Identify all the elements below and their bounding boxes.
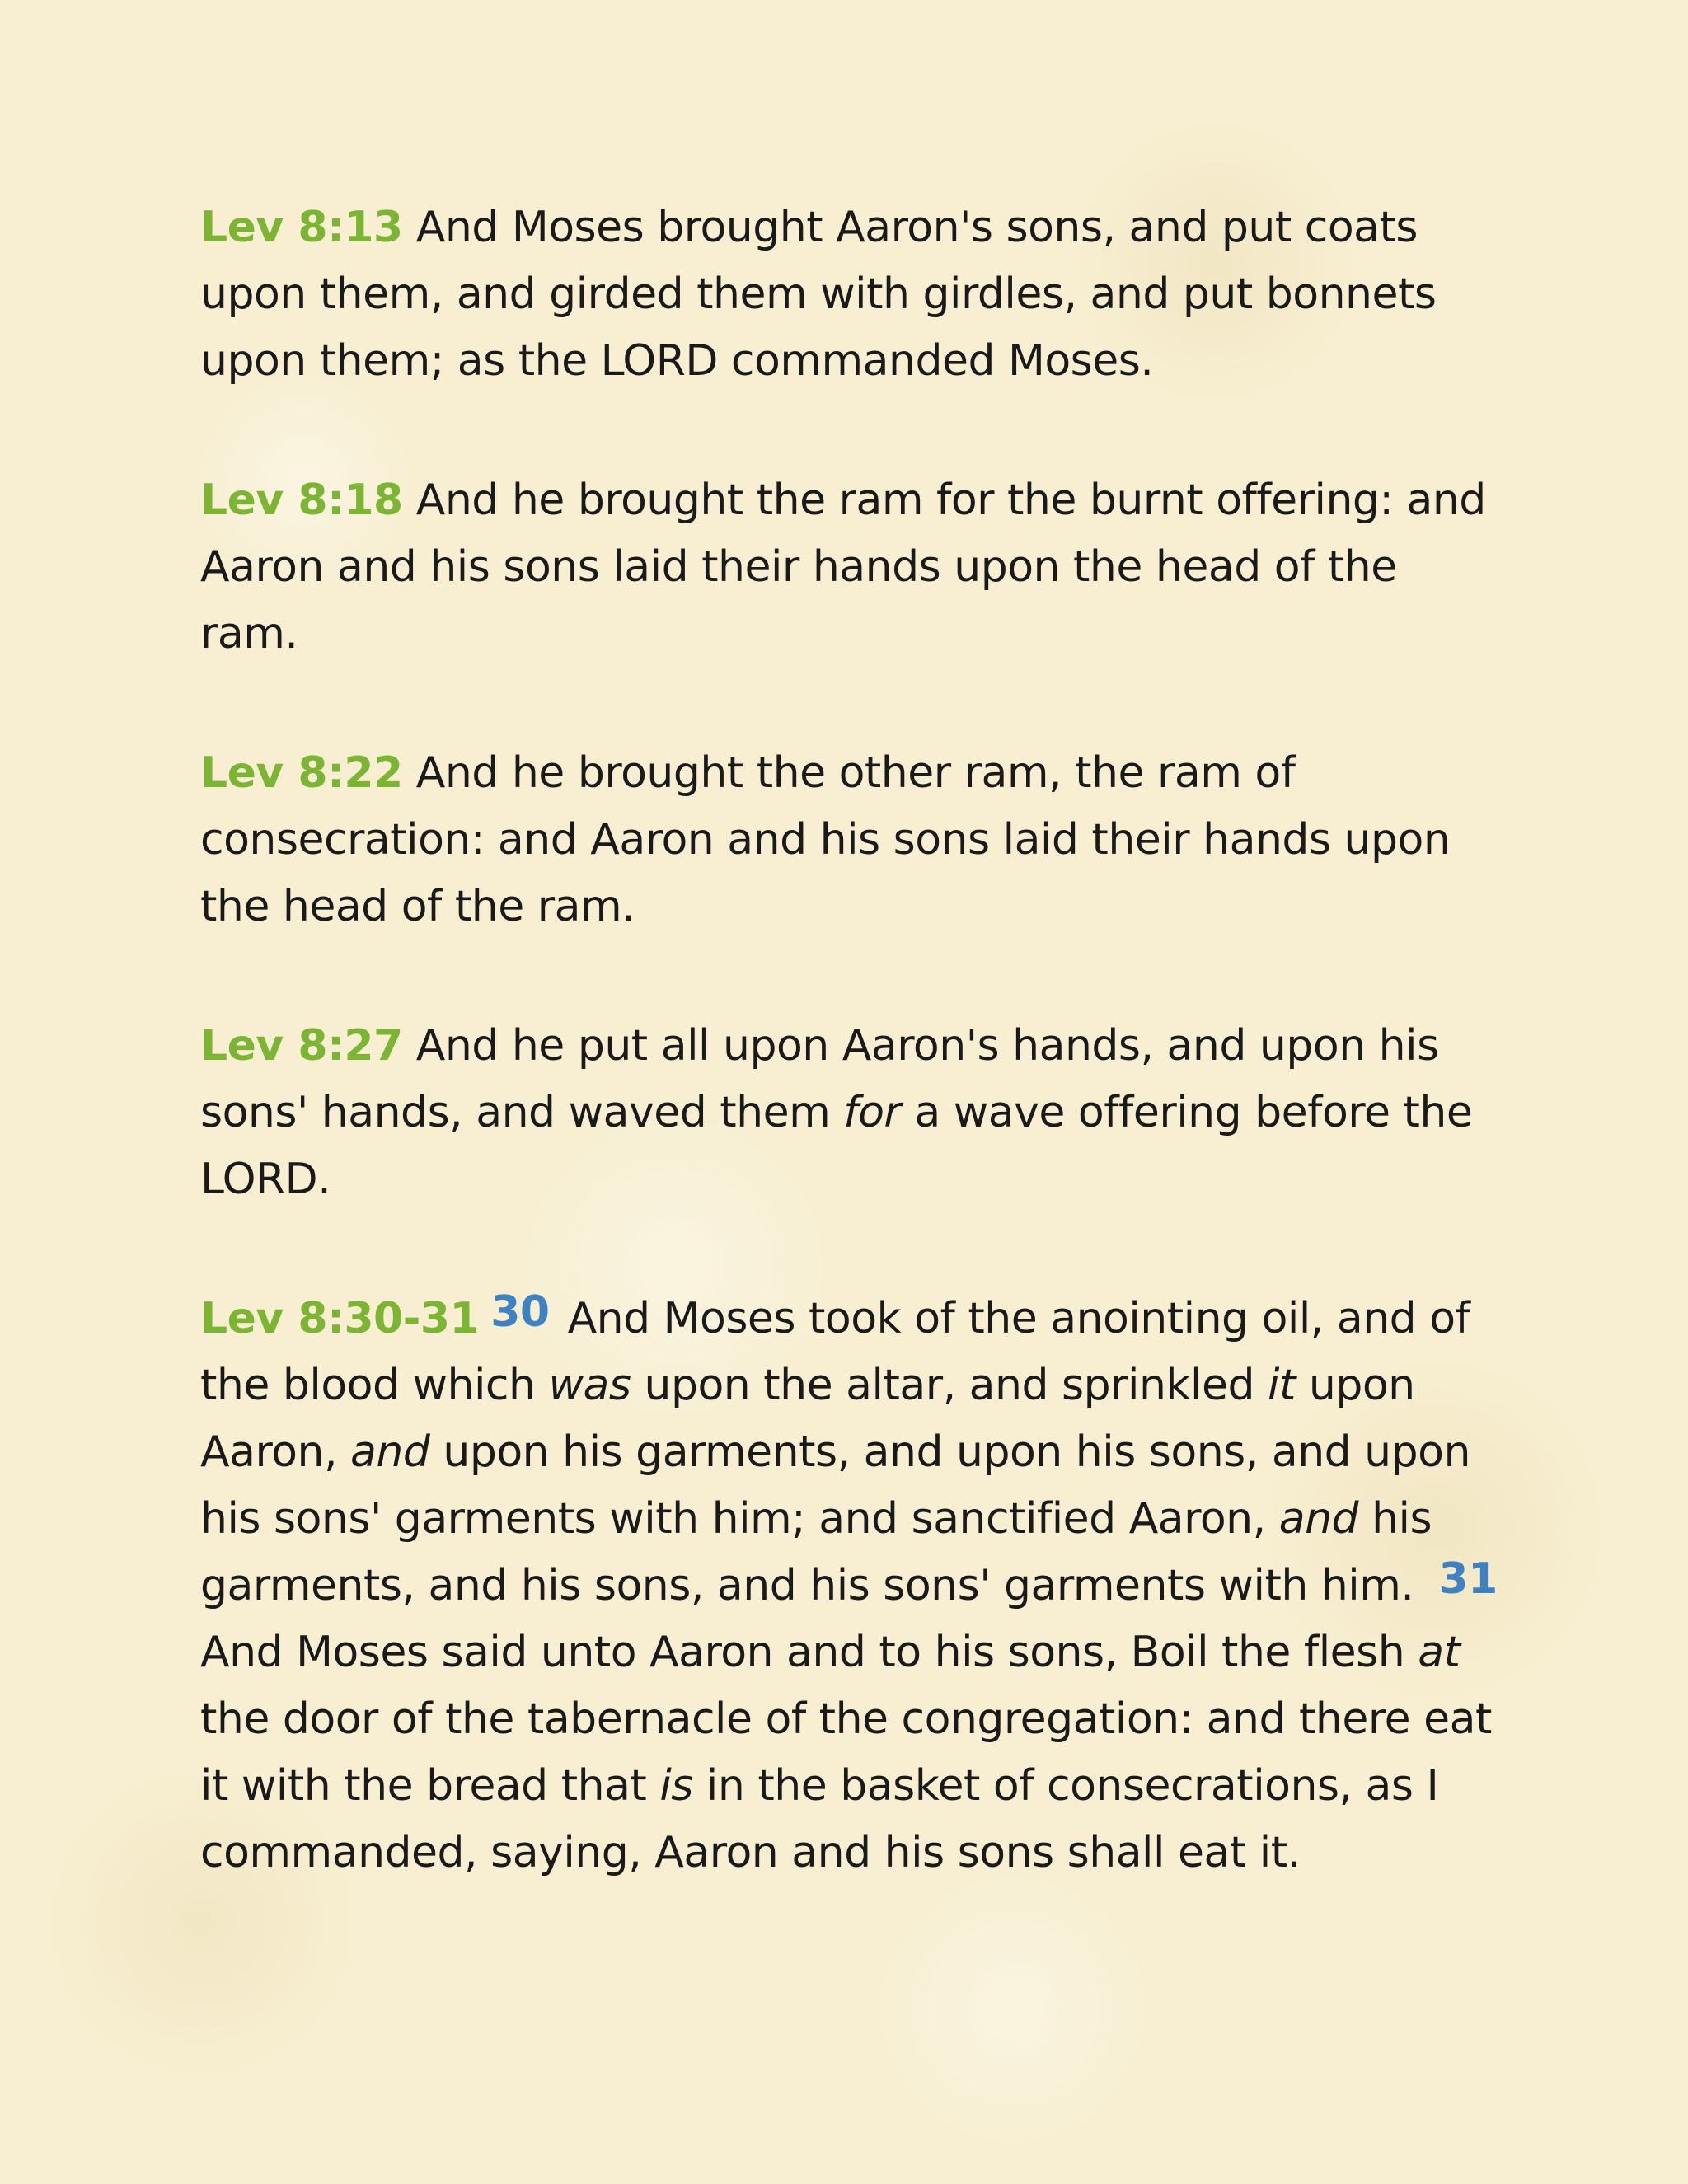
verse-text: in the basket of consecrations, as I commanded, saying, Aaron and his sons shall eat it. — [200, 1761, 1439, 1877]
verse-reference: Lev 8:18 — [200, 476, 403, 525]
verse-reference: Lev 8:30-31 — [200, 1294, 480, 1343]
verse-text: And he put all upon Aaron's hands, and upon his sons' hands, and waved them — [200, 1021, 1439, 1137]
verse-text: upon his garments, and upon his sons, and upon his sons' garments with him; and sanctified Aaron, — [200, 1427, 1470, 1544]
verse-text: upon the altar, and sprinkled — [631, 1361, 1268, 1410]
italic-word: was — [548, 1361, 631, 1410]
verse-lev-8-13 — [200, 194, 1503, 395]
verse-list — [200, 194, 1503, 1959]
italic-word: at — [1418, 1628, 1461, 1677]
verse-number-31: 31 — [1438, 1554, 1498, 1604]
verse-text: And Moses said unto Aaron and to his sons, Boil the flesh — [200, 1628, 1418, 1677]
verse-lev-8-18 — [200, 467, 1503, 668]
verse-reference: Lev 8:22 — [200, 748, 403, 798]
verse-text: the door of the tabernacle of the congregation: and there eat it with the bread that — [200, 1694, 1492, 1811]
verse-text: And Moses took of the anointing oil, and of the blood which — [200, 1294, 1470, 1410]
verse-text: a wave offering before the LORD. — [200, 1088, 1473, 1204]
italic-word: for — [843, 1088, 902, 1137]
italic-word: it — [1268, 1361, 1296, 1410]
verse-lev-8-27 — [200, 1013, 1503, 1213]
verse-text: his garments, and his sons, and his sons' garments with him. — [200, 1494, 1432, 1610]
verse-reference: Lev 8:27 — [200, 1021, 403, 1071]
italic-word: and — [1278, 1494, 1359, 1544]
verse-text: And he brought the other ram, the ram of consecration: and Aaron and his sons laid their hands upon the head of the ram. — [200, 748, 1451, 931]
italic-word: and — [350, 1427, 430, 1477]
verse-text: And Moses brought Aaron's sons, and put coats upon them, and girded them with girdles, and put bonnets upon them; as the LORD commanded Moses. — [200, 203, 1437, 386]
verse-text: And he brought the ram for the burnt offering: and Aaron and his sons laid their hands upon the head of the ram. — [200, 476, 1486, 658]
verse-number-30: 30 — [490, 1287, 550, 1337]
verse-lev-8-22 — [200, 740, 1503, 940]
verse-lev-8-30-31 — [200, 1286, 1503, 1886]
verse-text: upon Aaron, — [200, 1361, 1415, 1477]
verse-reference: Lev 8:13 — [200, 203, 403, 252]
italic-word: is — [659, 1761, 693, 1811]
